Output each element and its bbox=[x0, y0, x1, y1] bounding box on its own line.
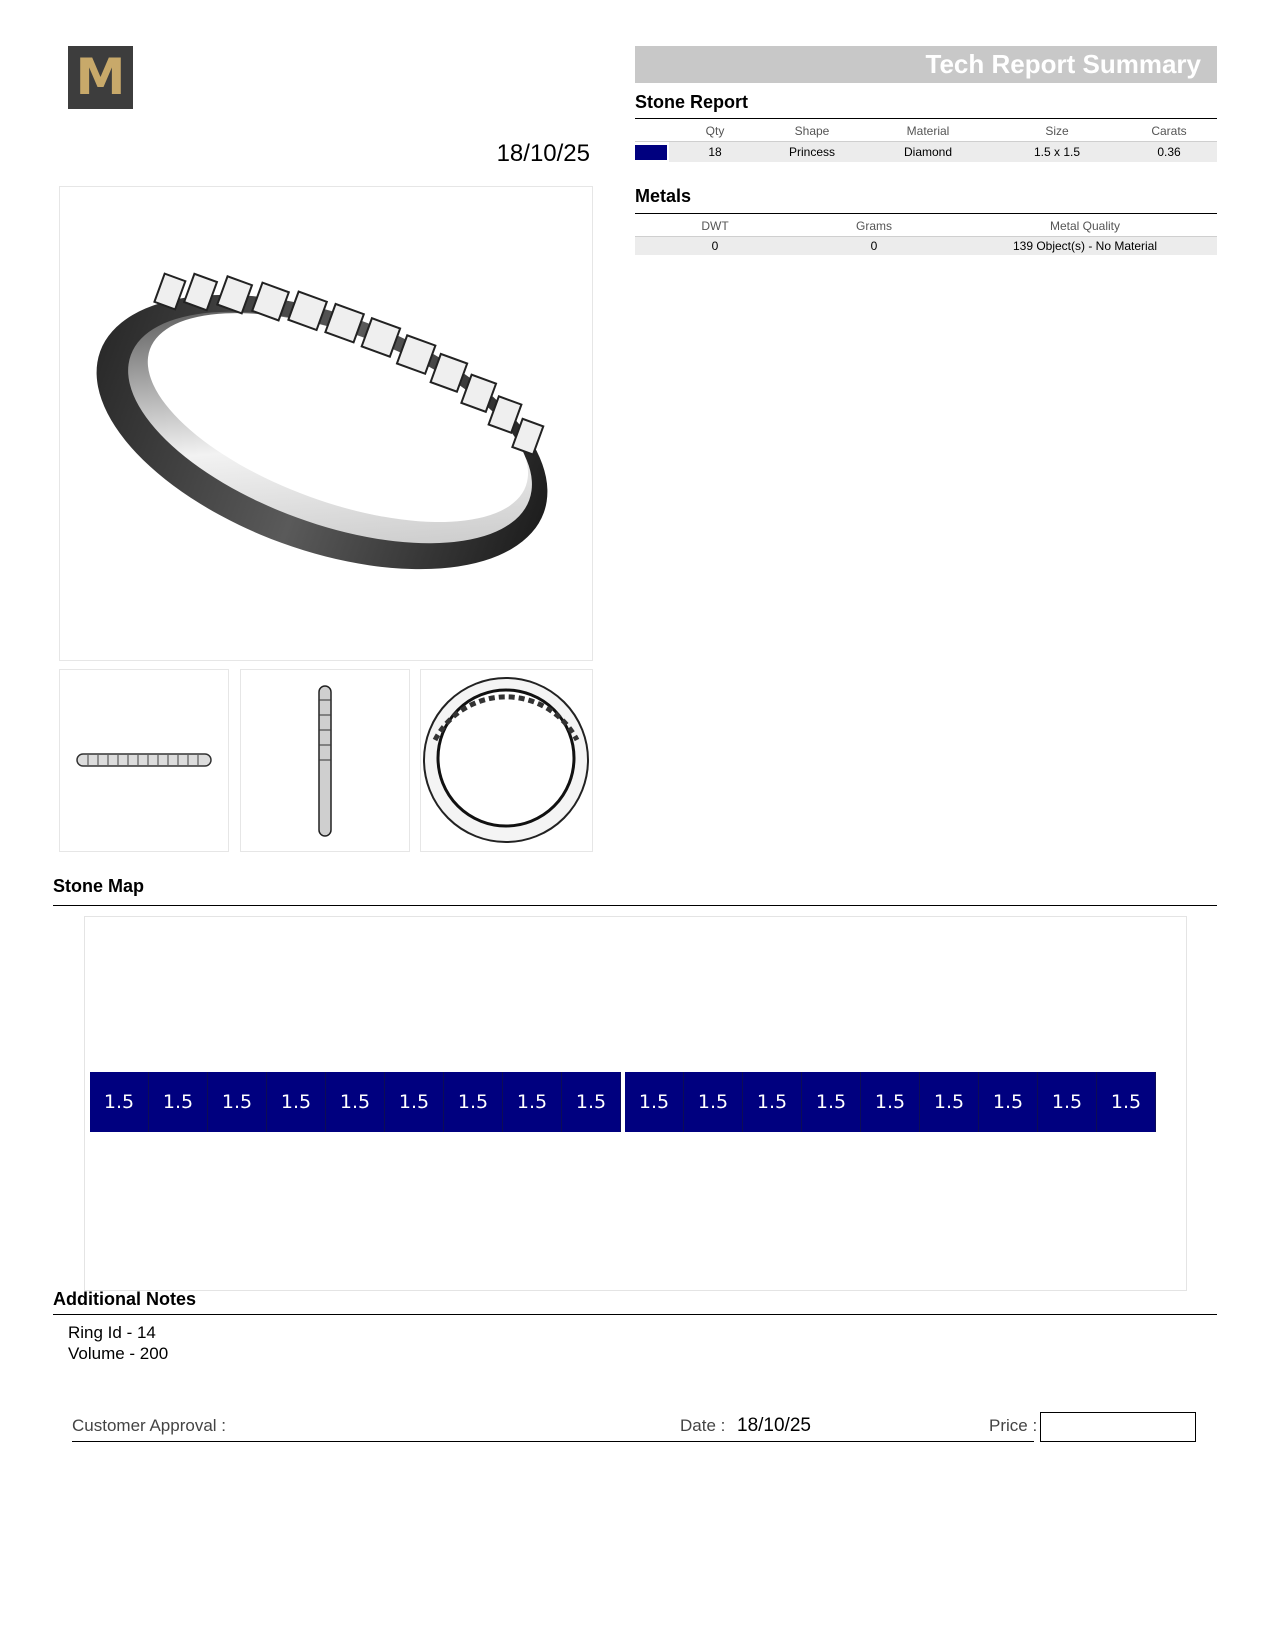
col-size: Size bbox=[1045, 124, 1069, 138]
cell-carats: 0.36 bbox=[1121, 142, 1217, 163]
ring-render-image bbox=[60, 187, 592, 660]
ring-front-view-image bbox=[421, 670, 592, 851]
title-bar bbox=[635, 46, 1217, 83]
col-shape: Shape bbox=[794, 124, 830, 138]
stone-cell: 1.5 bbox=[326, 1072, 385, 1132]
stone-report-rule bbox=[635, 118, 1217, 119]
report-date: 18/10/25 bbox=[496, 140, 590, 167]
stone-cell: 1.5 bbox=[861, 1072, 920, 1132]
customer-approval-label: Customer Approval : bbox=[72, 1416, 227, 1435]
col-dwt: DWT bbox=[701, 219, 729, 233]
stone-cell: 1.5 bbox=[979, 1072, 1038, 1132]
note-ring-id: Ring Id - 14 bbox=[68, 1323, 156, 1342]
company-logo bbox=[68, 46, 133, 109]
stone-group-left bbox=[90, 1072, 621, 1132]
stone-cell: 1.5 bbox=[625, 1072, 684, 1132]
cell-qty: 18 bbox=[669, 142, 761, 163]
cell-size: 1.5 x 1.5 bbox=[993, 142, 1121, 163]
notes-title: Additional Notes bbox=[53, 1289, 196, 1309]
col-metal-quality: Metal Quality bbox=[1049, 219, 1121, 233]
col-qty: Qty bbox=[705, 124, 725, 138]
ring-side-view bbox=[240, 669, 410, 852]
stone-report-table bbox=[635, 121, 1217, 162]
metals-header-row bbox=[635, 216, 1217, 237]
col-grams: Grams bbox=[856, 219, 892, 233]
stone-cell: 1.5 bbox=[1038, 1072, 1097, 1132]
approval-date-value: 18/10/25 bbox=[737, 1415, 811, 1436]
ring-top-view bbox=[59, 669, 229, 852]
stone-cell: 1.5 bbox=[503, 1072, 562, 1132]
stone-cell: 1.5 bbox=[267, 1072, 326, 1132]
stone-map-rule bbox=[53, 905, 1217, 906]
stone-group-right bbox=[625, 1072, 1156, 1132]
cell-metal-quality: 139 Object(s) - No Material bbox=[953, 237, 1217, 256]
stone-cell: 1.5 bbox=[802, 1072, 861, 1132]
col-material: Material bbox=[906, 124, 950, 138]
note-volume: Volume - 200 bbox=[68, 1344, 169, 1363]
stone-cell: 1.5 bbox=[149, 1072, 208, 1132]
logo-letter: M bbox=[75, 48, 126, 106]
cell-shape: Princess bbox=[761, 142, 863, 163]
table-row bbox=[635, 142, 1217, 163]
price-label: Price : bbox=[989, 1416, 1038, 1435]
approval-signature-line bbox=[72, 1441, 1034, 1442]
stone-map-row bbox=[90, 1072, 1156, 1132]
cell-grams: 0 bbox=[795, 237, 953, 256]
stone-cell: 1.5 bbox=[684, 1072, 743, 1132]
stone-color-swatch bbox=[635, 145, 667, 160]
stone-cell: 1.5 bbox=[385, 1072, 444, 1132]
stone-cell: 1.5 bbox=[90, 1072, 149, 1132]
price-field[interactable] bbox=[1040, 1412, 1196, 1442]
page-title: Tech Report Summary bbox=[925, 49, 1201, 79]
cell-material: Diamond bbox=[863, 142, 993, 163]
stone-cell: 1.5 bbox=[743, 1072, 802, 1132]
ring-main-view bbox=[59, 186, 593, 661]
stone-report-header-row bbox=[635, 121, 1217, 142]
ring-front-view bbox=[420, 669, 593, 852]
metals-title: Metals bbox=[635, 186, 692, 206]
stone-cell: 1.5 bbox=[920, 1072, 979, 1132]
stone-cell: 1.5 bbox=[562, 1072, 621, 1132]
col-carats: Carats bbox=[1151, 124, 1187, 138]
stone-report-title: Stone Report bbox=[635, 92, 749, 112]
metals-table bbox=[635, 216, 1217, 255]
stone-cell: 1.5 bbox=[1097, 1072, 1156, 1132]
stone-map-title: Stone Map bbox=[53, 876, 145, 896]
cell-dwt: 0 bbox=[635, 237, 795, 256]
table-row bbox=[635, 237, 1217, 256]
ring-side-view-image bbox=[241, 670, 409, 851]
stone-cell: 1.5 bbox=[444, 1072, 503, 1132]
approval-date-label: Date : bbox=[680, 1416, 726, 1435]
notes-rule bbox=[53, 1314, 1217, 1315]
ring-top-view-image bbox=[60, 670, 228, 851]
metals-rule bbox=[635, 213, 1217, 214]
stone-cell: 1.5 bbox=[208, 1072, 267, 1132]
